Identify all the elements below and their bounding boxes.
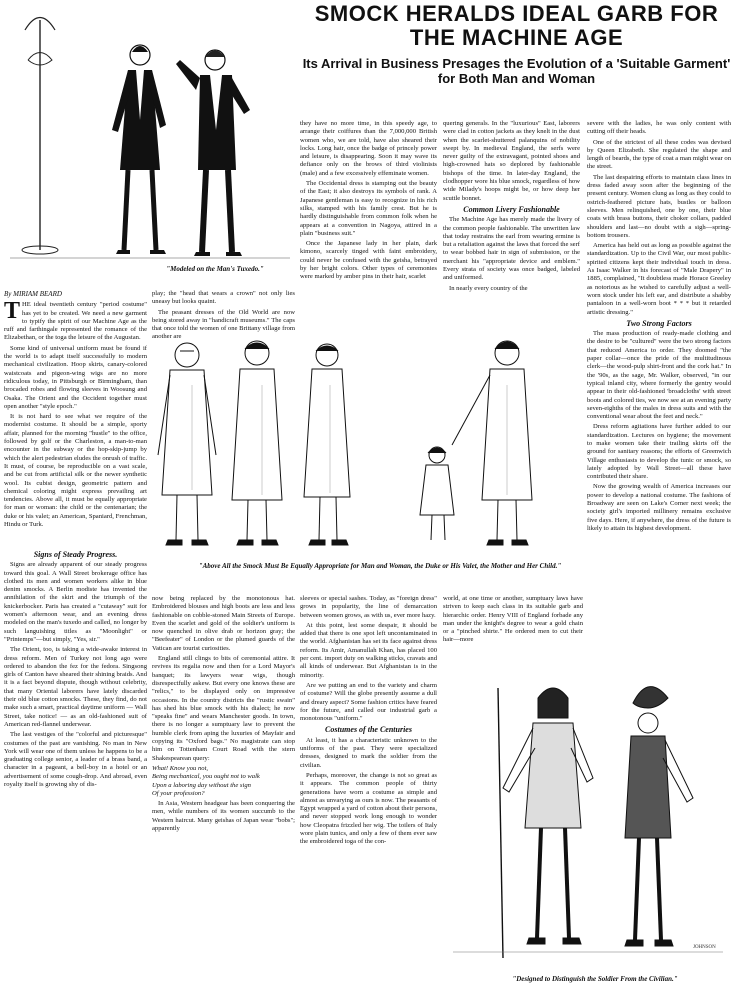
smock-illustration: [152, 325, 582, 560]
col5-para: The mass production of ready-made clothing and the desire to be "cultured" were the two strong factors that reduced America to order. They doomed "the paper collar—once the pride of the multitudinous clerk—the wood-pulp shirt-front and the cork hat." In the '90s, as the sage, Mr. Walker, observed, "in our typical inland city, where formerly the gentry would appear in their old-fashioned 'broadcloths' with street boots and colored ties, we now see at an evening party seven-eighths of the males in dress suits and with the conventional wear about the feet and neck.": [587, 330, 731, 421]
col2-para: play; the "head that wears a crown" not only lies uneasy but looks quaint.: [152, 290, 295, 306]
headline: SMOCK HERALDS IDEAL GARB FOR THE MACHINE AGE: [314, 1, 719, 50]
col4-para: world, at one time or another, sumptuary laws have striven to keep each class in its suitable garb and hierarchic order. Henry VIII of England forbade any man under the knight's degree to wear a gold chain or a "pinched shirte." He ordered men to cut their hair—more: [443, 595, 583, 644]
col2-para: now being replaced by the monotonous hat. Embroidered blouses and high boots are less and less fashionable on cobble-stoned Main Streets of Europe. Even the scarlet and gold of the soldier's uniform is now quenched in olive drab or horizon gray; the "Beefeater" of London or the plumed guards of the Vatican are tourist curiosities.: [152, 595, 295, 652]
col3-para: The Occidental dress is stamping out the beauty of the East; it also destroys its symbols of rank. A Japanese gentleman is easy to recognize in his rich silks, stamped with his family crest. But he is hardly distinguishable from common folk when he appears at a convention in Nagoya, attired in a plain "business suit.": [300, 180, 437, 237]
col1-para: HE ideal twentieth century "period costume" has yet to be created. We need a new garment to typify the spirit of our Machine Age as the ruff and farthingale represented the romance of the Elizabethan, or the toga the leisure of the Augustan.: [4, 301, 147, 342]
drop-cap: T: [4, 298, 21, 325]
column-4-top: [443, 120, 580, 320]
byline: By MIRIAM BEARD: [4, 290, 62, 298]
col3-para: At least, it has a characteristic unknown to the uniforms of the past. They were specialized dresses, designed to mark the soldier from the civilian.: [300, 736, 437, 769]
column-1-top: [4, 290, 147, 545]
col1-para: It is not hard to see what we require of the modernist costume. It should be a simple, sporty affair, planned for the morning "hustle" to the office, followed by golf or the Charleston, a man-to-man encounter in the subway or the hop-skip-jump by which the alert pedestrian eludes the onrush of traffic. It must, of course, be reproducible on a vast scale, and be cut from artificial silk or the newer synthetic wool. Its cubist design, geometric pattern and chemical coloring might express prevailing art tendencies. Above all, it must be equally appropriate for man or woman: the child or the centenarian; the duke or his valet; an American, Spaniard, Frenchman, Hindu or Turk.: [4, 413, 147, 529]
column-2-bottom: [152, 595, 295, 986]
col3-para: sleeves or special sashes. Today, as "foreign dress" grows in popularity, the line of demarcation between women grows, as with us, ever more hazy.: [300, 595, 437, 619]
col4-para: quering generals. In the "luxurious" East, laborers were clad in cotton jackets as they knelt in the dust when the scarlet-shuttered palanquins of nobility swept by. In medieval England, the serfs were never guilty of the extravagant, pointed shoes and high-crowned hats so deplored by fashionable bishops of the time. In later-day England, the clodhopper wore his blue smock, regardless of how wide Milady's hoops might be, or how deep her scuttle bonnet.: [443, 120, 580, 202]
col3-para: they have no more time, in this speedy age, to arrange their coiffures than the 7,000,000 British women who, we are told, have also sheared their locks. Long hair, once the badge of princely power and leisure, is disappearing. Soon it may wave its defiance only on the brows of third violinists (male) and a few excessively effeminate women.: [300, 120, 437, 177]
caption-tuxedo: "Modeled on the Man's Tuxedo.": [166, 265, 264, 273]
col3-para: Perhaps, moreover, the change is not so great as it appears. The common people of thirty generations have worn a costume as simple and almost as unvarying as ours is now. The peasants of Egypt wrapped a yard of cotton about their persons, and never stopped work long enough to wonder how Cleopatra frizzled her wig. The toilers of Italy wore plain tunics, and only a few of them ever saw the embroidered toga of the con-: [300, 771, 437, 846]
col5-para: Dress reform agitations have further added to our standardization. Lectures on hygiene; the movement to make women take their trailing skirts off the ground for sanitary reasons; the efforts of Greenwich Village enthusiasts to develop the tunic or smock, so lately adopted by Wall Street—all these have contributed their share.: [587, 423, 731, 481]
col1-para: The last vestiges of the "colorful and picturesque" costumes of the past are vanishing. No man in New York will wear one of them unless he happens to be a graduating college senior, a leader of a brass band, a character in a pageant, a bell-boy in a hotel or an advertisement of some cough-drop. And abroad, even royalty itself is growing shy of dis-: [4, 731, 147, 789]
col4-para: The Machine Age has merely made the livery of the common people fashionable. The unwritten law that today restrains the earl from wearing ermine is but a retaliation against the laws that forced the serf to wear bobbed hair in sign of submission, or the merchant his "appropriate device and emblem." Every strata of society was once badged, labeled and uniformed.: [443, 216, 580, 282]
col3-para: Once the Japanese lady in her plain, dark kimono, scarcely tinged with faint embroidery, could never be confused with the geisha, betrayed by her bright colors. Other types of ceremonies were marked by amber pins in their hair, scarlet: [300, 240, 437, 281]
column-1-bottom: [4, 548, 147, 986]
col1-para: The Orient, too, is taking a wide-awake interest in dress reform. Men of Turkey not long ago were ordered to abandon the fez for the fedora. Singsong girls of Canton have sheared their shining braids. And it is a fact beyond dispute, though without celebrity, that many Oriental laborers have lately discarded their old blue cotton smocks. These, they find, do not make such a smart, practical daytime uniform — Wall Street, take notice! — as an old-fashioned suit of American red-flannel underwear.: [4, 646, 147, 728]
col2-para: In Asia, Western headgear has been conquering the men, while numbers of its women succumb to the Western haircut. Many geishas of Japan wear "bobs"; apparently: [152, 800, 295, 833]
col1-para: Signs are already apparent of our steady progress toward this goal. A Wall Street brokerage office has clothed its men and women workers alike in blue denim smocks. A Berlin modiste has invented the annihilation of the skirt and the triumph of the knickerbocker. Paris has created a "cutaway" suit for women's afternoon wear, and an evening dress modeled on the man's tuxedo and called, no longer by such languishing titles as "Moonlight" or "Printemps"—but simply, "Yes, sir.": [4, 561, 147, 643]
verse-line: What! Know you not,: [152, 764, 209, 772]
col5-para: One of the strictest of all these codes was devised by Queen Elizabeth. She regulated the shape and length of beards, the type of coat a man might wear on the street.: [587, 138, 731, 171]
verse-line: Upon a laboring day without the sign: [152, 781, 251, 789]
col5-para: The last despairing efforts to maintain class lines in dress faded away soon after the beginning of the present century. Women clung as long as they could to ostrich-feathered picture hats, bustles or balloon sleeves. Men relinquished, one by one, their blue coats with brass buttons, their choker collars, padded shoulders and last—no doubt with a sigh—spring-bottom trousers.: [587, 173, 731, 239]
subhead-signs: Signs of Steady Progress.: [33, 550, 118, 559]
column-2-top: [152, 290, 295, 341]
subhead-costumes: Costumes of the Centuries: [325, 725, 412, 735]
verse-line: Being mechanical, you ought not to walk: [152, 773, 260, 781]
tuxedo-illustration: [0, 0, 296, 282]
subhead-livery: Common Livery Fashionable: [463, 204, 560, 214]
col5-para: America has held out as long as possible against the standardization. Up to the Civil War, our most public-spirited citizens kept their individual touch in dress. As Isaac Walker in his forecast of "Male Drapery" in 1885, complained, "It doubtless made Horace Greeley as notorious as he wished to carefully adjust a well-worn stock under his left ear, and distribute a shabby pantaloon in a well-worn boot * * * but it retarded artistic dressing.": [587, 242, 731, 316]
col5-para: Now the growing wealth of America increases our power to develop a national costume. The fashions of Broadway are seen on Lake's Corner next week; the society girl's imported millinery remains exclusive five days. Here, if anywhere, the dress of the future is likely to attain its highest development.: [587, 483, 731, 532]
deck: Its Arrival in Business Presages the Evolution of a 'Suitable Garment' for Both Man and Woman: [302, 56, 731, 86]
col5-para: severe with the ladies, he was only content with cutting off their heads.: [587, 120, 731, 136]
verse-line: Of your profession?: [152, 789, 205, 797]
col2-para: The peasant dresses of the Old World are now being stored away in "handicraft museums." The caps that once told the women of one Brittany village from another are: [152, 308, 295, 341]
col2-para: England still clings to bits of ceremonial attire. It revives its regalia now and then for a Lord Mayor's banquet; its lawyers wear wigs, though disrespectfully askew. But every one knows these are "relics," to be displayed only on impressive occasions. In the country districts the "rustic swain" has shed his blue smock with his dialect; he now "speaks fine" and wears Manchester goods. In town, there is no longer a sumptuary law to prevent the humble clerk from aping the luxuries of Mayfair and copying its "Oxford bags." No magistrate can stop him on Tottenham Court Road with the stern Shakespearean query:: [152, 655, 295, 762]
col4-para: In nearly every country of the: [449, 284, 528, 292]
soldier-illustration: [443, 668, 733, 973]
col3-para: At this point, lest some despair, it should be added that there is one spot left uncontaminated in the world. Afghanistan has set its face against dress reform. Its Amir, Amanullah Khan, has placed 100 per cent. import duty on walking sticks, cravats and all kinds of underwear. But Afghanistan is in the minority.: [300, 621, 437, 679]
col3-para: Are we putting an end to the variety and charm of costume? Will the globe presently assume a dull and dreary aspect? Some fashion critics have feared for the future, and called our industrial garb a monotonous "uniform.": [300, 681, 437, 723]
column-3-bottom: [300, 595, 437, 986]
artist-signature: JOHNSON: [693, 945, 716, 950]
caption-smock: "Above All the Smock Must Be Equally Appropriate for Man and Woman, the Duke or His Valet, the Mother and Her Child.": [198, 562, 562, 570]
column-3-top: [300, 120, 437, 320]
caption-soldier: "Designed to Distinguish the Soldier From the Civilian.": [512, 975, 678, 983]
subhead-factors: Two Strong Factors: [626, 318, 692, 328]
column-4-bottom: [443, 595, 583, 660]
col1-para: Some kind of universal uniform must be found if the world is to adapt itself successfully to modern mechanical civilization. Hoop skirts, canary-colored waistcoats and pigeon-wing wigs are no more ridiculous today, in Pittsburgh or Birmingham, than brocaded robes and flowing sleeves in Woosung and Osaka. The Orient and the Occident together must open another "style epoch.": [4, 344, 147, 410]
